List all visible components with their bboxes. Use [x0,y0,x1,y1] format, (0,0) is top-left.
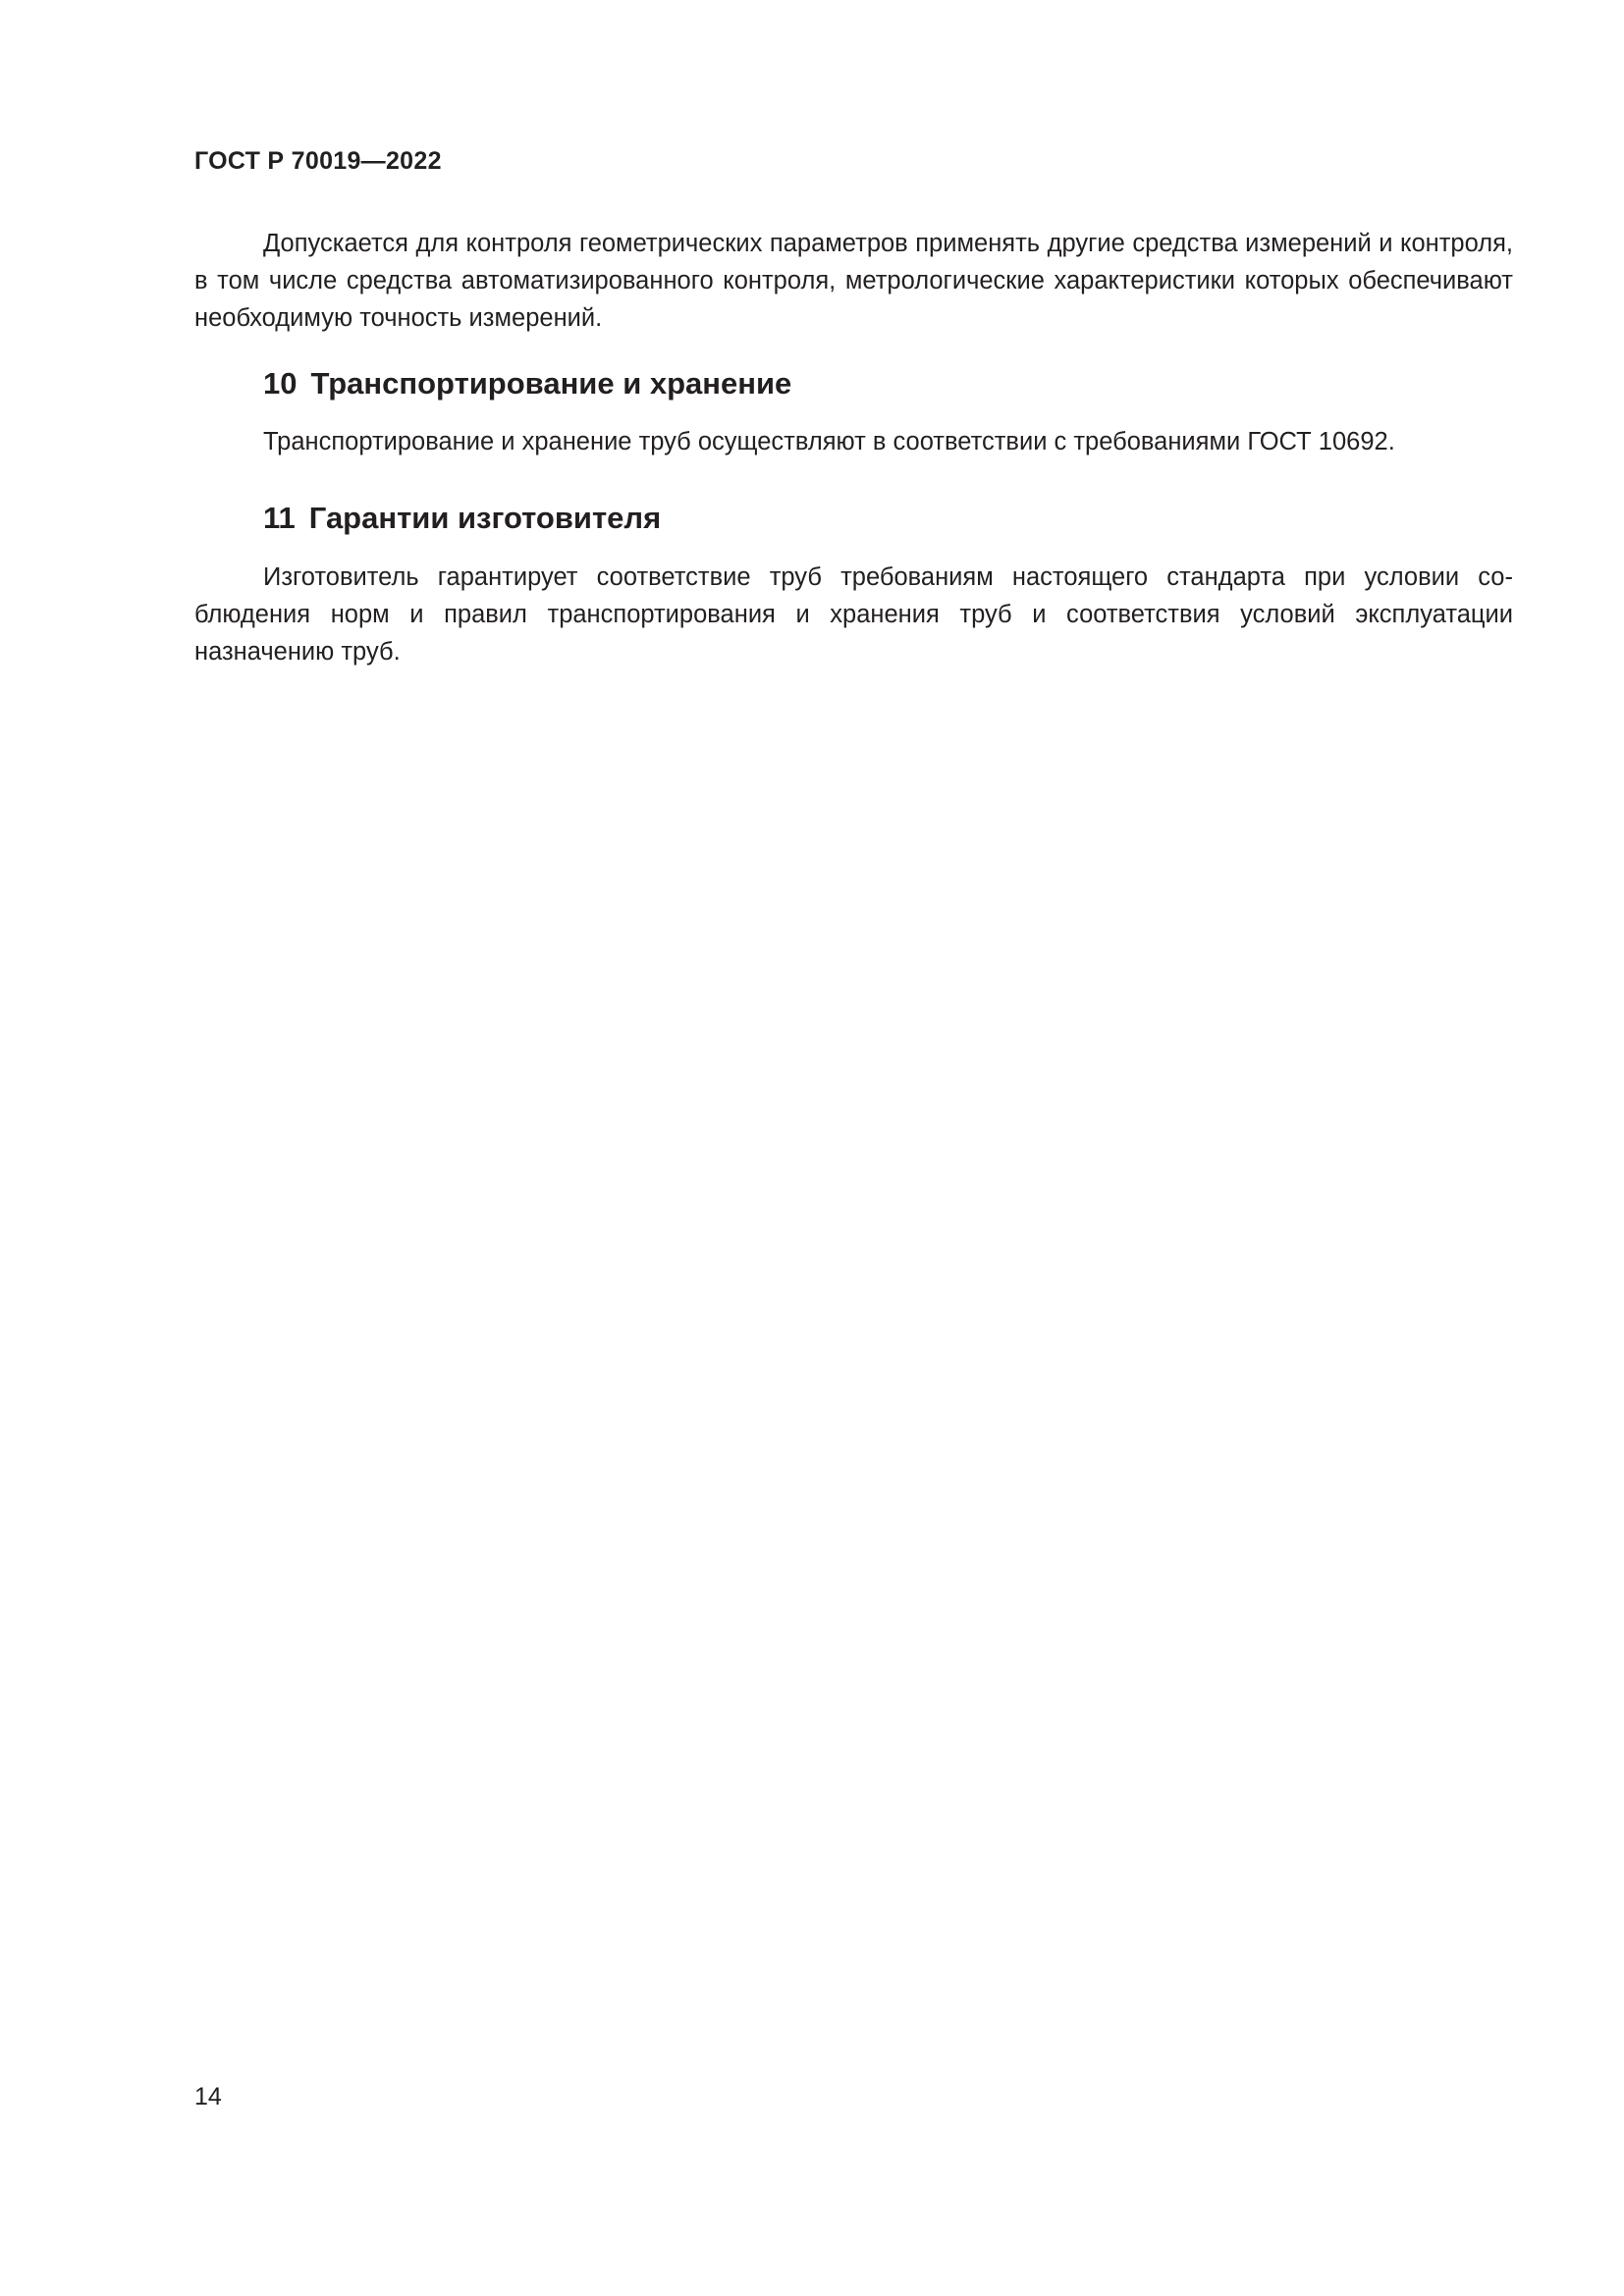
section-number: 10 [263,366,298,400]
paragraph-measurement-tools: Допускается для контроля геометрических параметров применять другие средства измерений и контроля, в том числе средства автоматизированного контроля, метрологические характеристики которых обеспечивают необходимую точность измерений. [194,230,1513,332]
document-code-header: ГОСТ Р 70019—2022 [194,147,442,175]
paragraph-warranty: Изготовитель гарантирует соответствие труб требованиям настоящего стандарта при условии соблюдения норм и правил транспортирования и хранения труб и соответствия условий эксплуатации назначению труб. [194,563,1513,666]
section-title: Гарантии изготовителя [308,501,662,535]
paragraph-transport: Транспортирование и хранение труб осуществляют в соответствии с требованиями ГОСТ 10692. [263,428,1395,455]
page-number: 14 [194,2083,222,2110]
section-number: 11 [263,501,296,535]
section-heading-10 [263,366,791,401]
section-heading-11 [263,501,661,536]
section-title: Транспортирование и хранение [310,366,792,400]
